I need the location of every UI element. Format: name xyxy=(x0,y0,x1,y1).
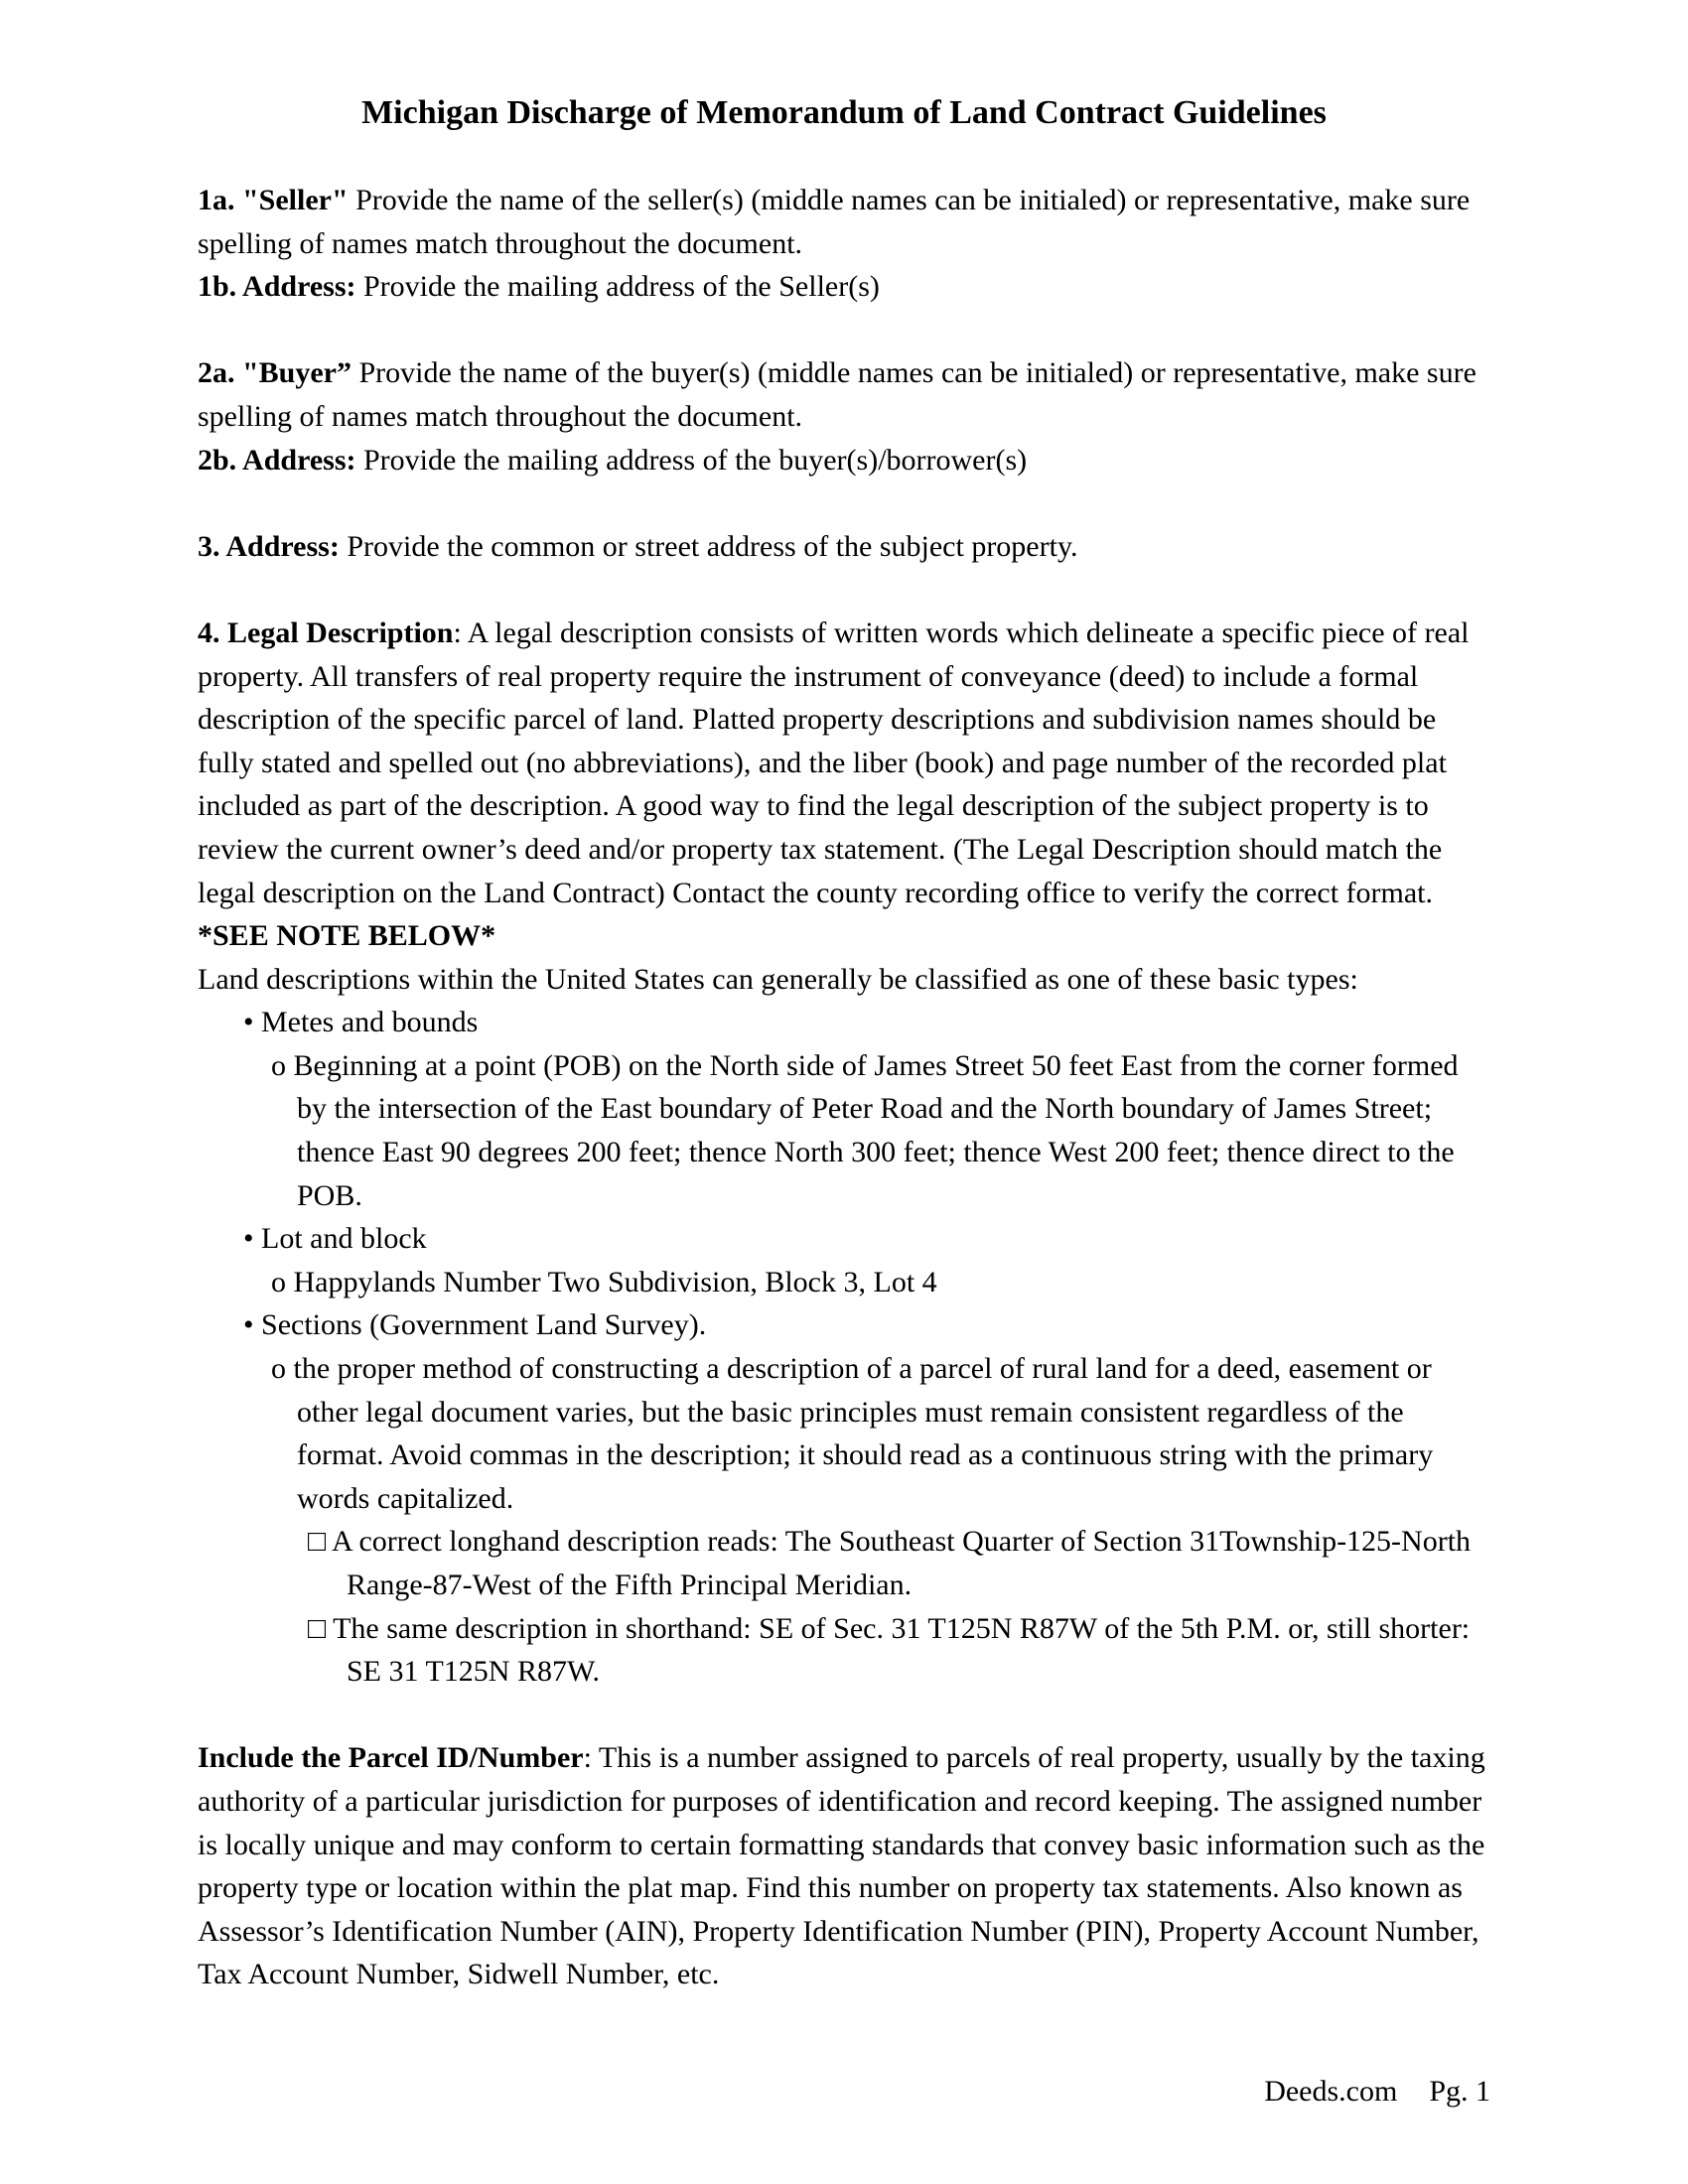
seller-address-paragraph xyxy=(198,265,1490,309)
longhand-example: □ A correct longhand description reads: The Southeast Quarter of Section 31Township-125-North Range-87-West of the Fifth Principal Meridian. xyxy=(308,1525,1472,1601)
page-title: Michigan Discharge of Memorandum of Land Contract Guidelines xyxy=(361,94,1327,131)
parcel-id-text: : This is a number assigned to parcels of real property, usually by the taxing authority of a particular jurisdiction for purposes of identification and record keeping. The assigned number is locally unique and may conform to certain formatting standards that convey basic information such as the property type or location within the plat map. Find this number on property tax statements. Also known as Assessor’s Identification Number (AIN), Property Identification Number (PIN), Property Account Number, Tax Account Number, Sidwell Number, etc. xyxy=(198,1741,1485,1991)
see-note-below: *SEE NOTE BELOW* xyxy=(198,919,496,953)
legal-description-label: 4. Legal Description xyxy=(198,615,454,649)
metes-example: o Beginning at a point (POB) on the North side of James Street 50 feet East from the corner formed by the intersection of the East boundary of Peter Road and the North boundary of James Street; thence East 90 degrees 200 feet; thence North 300 feet; thence West 200 feet; thence direct to the POB. xyxy=(271,1048,1459,1212)
seller-address-label: 1b. Address: xyxy=(198,270,356,304)
buyer-paragraph xyxy=(198,351,1490,438)
seller-text: Provide the name of the seller(s) (middle names can be initialed) or representative, make sure spelling of names match throughout the document. xyxy=(198,184,1471,260)
sections-example: o the proper method of constructing a description of a parcel of rural land for a deed, easement or other legal document varies, but the basic principles must remain consistent regardless of the format. Avoid commas in the description; it should read as a continuous string with the primary words capitalized. xyxy=(271,1352,1434,1515)
page-footer xyxy=(1264,2072,1490,2112)
footer-site: Deeds.com xyxy=(1264,2075,1398,2108)
buyer-address-label: 2b. Address: xyxy=(198,443,356,477)
property-address-text: Provide the common or street address of the subject property. xyxy=(339,529,1078,563)
footer-page-number: Pg. 1 xyxy=(1429,2075,1490,2108)
guidelines-body xyxy=(198,179,1490,1996)
list-item-metes-and-bounds: • Metes and bounds xyxy=(243,1006,479,1039)
parcel-id-label: Include the Parcel ID/Number xyxy=(198,1741,584,1775)
property-address-label: 3. Address: xyxy=(198,529,340,563)
legal-description-paragraph xyxy=(198,612,1490,958)
land-types-intro: Land descriptions within the United States can generally be classified as one of these basic types: xyxy=(198,962,1358,996)
seller-address-text: Provide the mailing address of the Seller(s) xyxy=(355,270,880,304)
parcel-id-paragraph xyxy=(198,1736,1490,1996)
buyer-address-text: Provide the mailing address of the buyer(s)/borrower(s) xyxy=(355,443,1028,477)
buyer-text: Provide the name of the buyer(s) (middle names can be initialed) or representative, make sure spelling of names match throughout the document. xyxy=(198,356,1477,433)
seller-label: 1a. "Seller" xyxy=(198,184,349,216)
list-item-sections: • Sections (Government Land Survey). xyxy=(243,1308,707,1342)
property-address-paragraph xyxy=(198,525,1490,569)
legal-description-text: : A legal description consists of written words which delineate a specific piece of real property. All transfers of real property require the instrument of conveyance (deed) to include a formal description of the specific parcel of land. Platted property descriptions and subdivision names should be fully stated and spelled out (no abbreviations), and the liber (book) and page number of the recorded plat included as part of the description. A good way to find the legal description of the subject property is to review the current owner’s deed and/or property tax statement. (The Legal Description should match the legal description on the Land Contract) Contact the county recording office to verify the correct format. xyxy=(198,615,1470,909)
list-item-lot-and-block: • Lot and block xyxy=(243,1222,427,1256)
seller-paragraph xyxy=(198,179,1490,265)
buyer-address-paragraph xyxy=(198,439,1490,482)
lot-example: o Happylands Number Two Subdivision, Block 3, Lot 4 xyxy=(271,1265,937,1298)
shorthand-example: □ The same description in shorthand: SE of Sec. 31 T125N R87W of the 5th P.M. or, still shorter: SE 31 T125N R87W. xyxy=(308,1611,1471,1689)
buyer-label: 2a. "Buyer” xyxy=(198,356,352,390)
